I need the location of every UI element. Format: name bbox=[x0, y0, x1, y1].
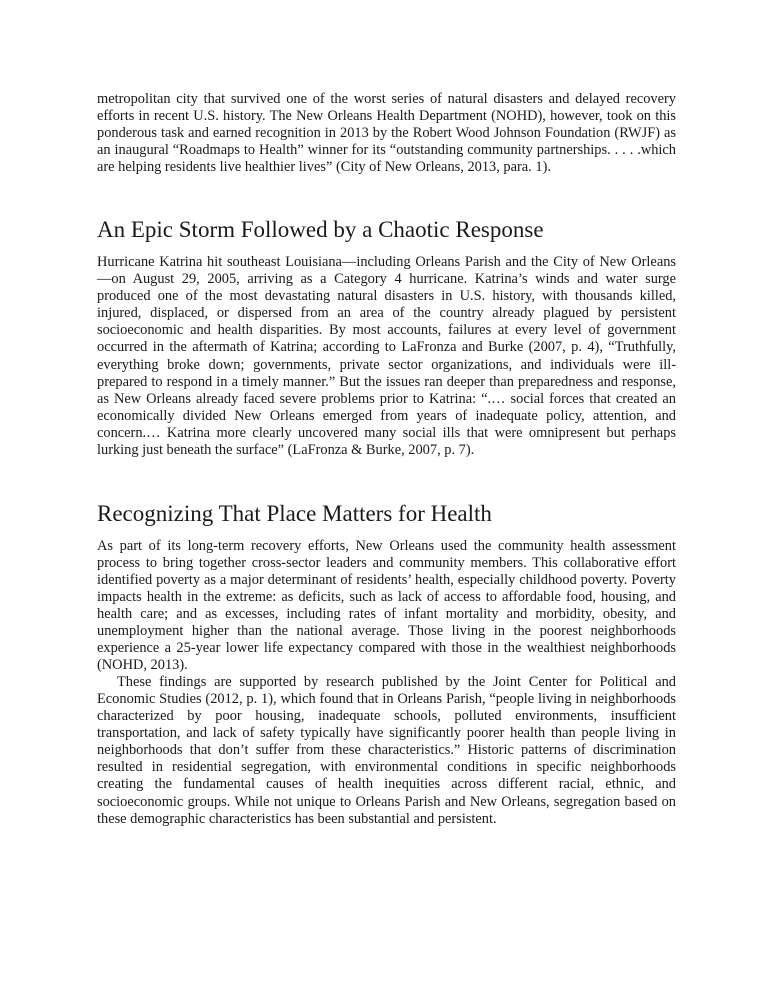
section-paragraph-katrina: Hurricane Katrina hit southeast Louisiana—including Orleans Parish and the City of New Orleans—on August 29, 2005, arriving as a Category 4 hurricane. Katrina’s winds and water surge produced one of the most devastating natural disasters in U.S. history, with thousands killed, injured, displaced, or dispersed from an area of the country already plagued by persistent socioeconomic and health disparities. By most accounts, failures at every level of government occurred in the aftermath of Katrina; according to LaFronza and Burke (2007, p. 4), “Truthfully, everything broke down; governments, private sector organizations, and individuals were ill-prepared to respond in a timely manner.” But the issues ran deeper than preparedness and response, as New Orleans already faced severe problems prior to Katrina: “.… social forces that created an economically divided New Orleans emerged from years of inadequate policy, attention, and concern.… Katrina more clearly uncovered many social ills that were omnipresent but perhaps lurking just beneath the surface” (LaFronza & Burke, 2007, p. 7). bbox=[97, 254, 676, 458]
section-paragraph-recovery: As part of its long-term recovery efforts, New Orleans used the community health assessment process to bring together cross-sector leaders and community members. This collaborative effort identified poverty as a major determinant of residents’ health, especially childhood poverty. Poverty impacts health in the extreme: as deficits, such as lack of access to affordable food, housing, and health care; and as excesses, including rates of infant mortality and morbidity, obesity, and unemployment higher than the national average. Those living in the poorest neighborhoods experience a 25-year lower life expectancy compared with those in the wealthiest neighborhoods (NOHD, 2013). bbox=[97, 537, 676, 674]
intro-paragraph: metropolitan city that survived one of the worst series of natural disasters and delayed recovery efforts in recent U.S. history. The New Orleans Health Department (NOHD), however, took on this ponderous task and earned recognition in 2013 by the Robert Wood Johnson Foundation (RWJF) as an inaugural “Roadmaps to Health” winner for its “outstanding community partnerships. . . . .which are helping residents live healthier lives” (City of New Orleans, 2013, para. 1). bbox=[97, 91, 676, 176]
section-paragraph-findings: These findings are supported by research published by the Joint Center for Political and Economic Studies (2012, p. 1), which found that in Orleans Parish, “people living in neighborhoods characterized by poor housing, inadequate schools, polluted environments, insufficient transportation, and lack of safety typically have significantly poorer health than people living in neighborhoods that don’t suffer from these characteristics.” Historic patterns of discrimination resulted in residential segregation, with environmental conditions in specific neighborhoods creating the fundamental causes of health inequities across different racial, ethnic, and socioeconomic groups. While not unique to Orleans Parish and New Orleans, segregation based on these demographic characteristics has been substantial and persistent. bbox=[97, 674, 676, 827]
document-page bbox=[97, 91, 676, 828]
section-spacer bbox=[97, 176, 676, 216]
section-spacer bbox=[97, 459, 676, 500]
section-heading-place-matters: Recognizing That Place Matters for Health bbox=[97, 500, 492, 526]
section-heading-epic-storm: An Epic Storm Followed by a Chaotic Response bbox=[97, 217, 544, 243]
heading-spacer bbox=[97, 528, 676, 538]
heading-spacer bbox=[97, 244, 676, 254]
